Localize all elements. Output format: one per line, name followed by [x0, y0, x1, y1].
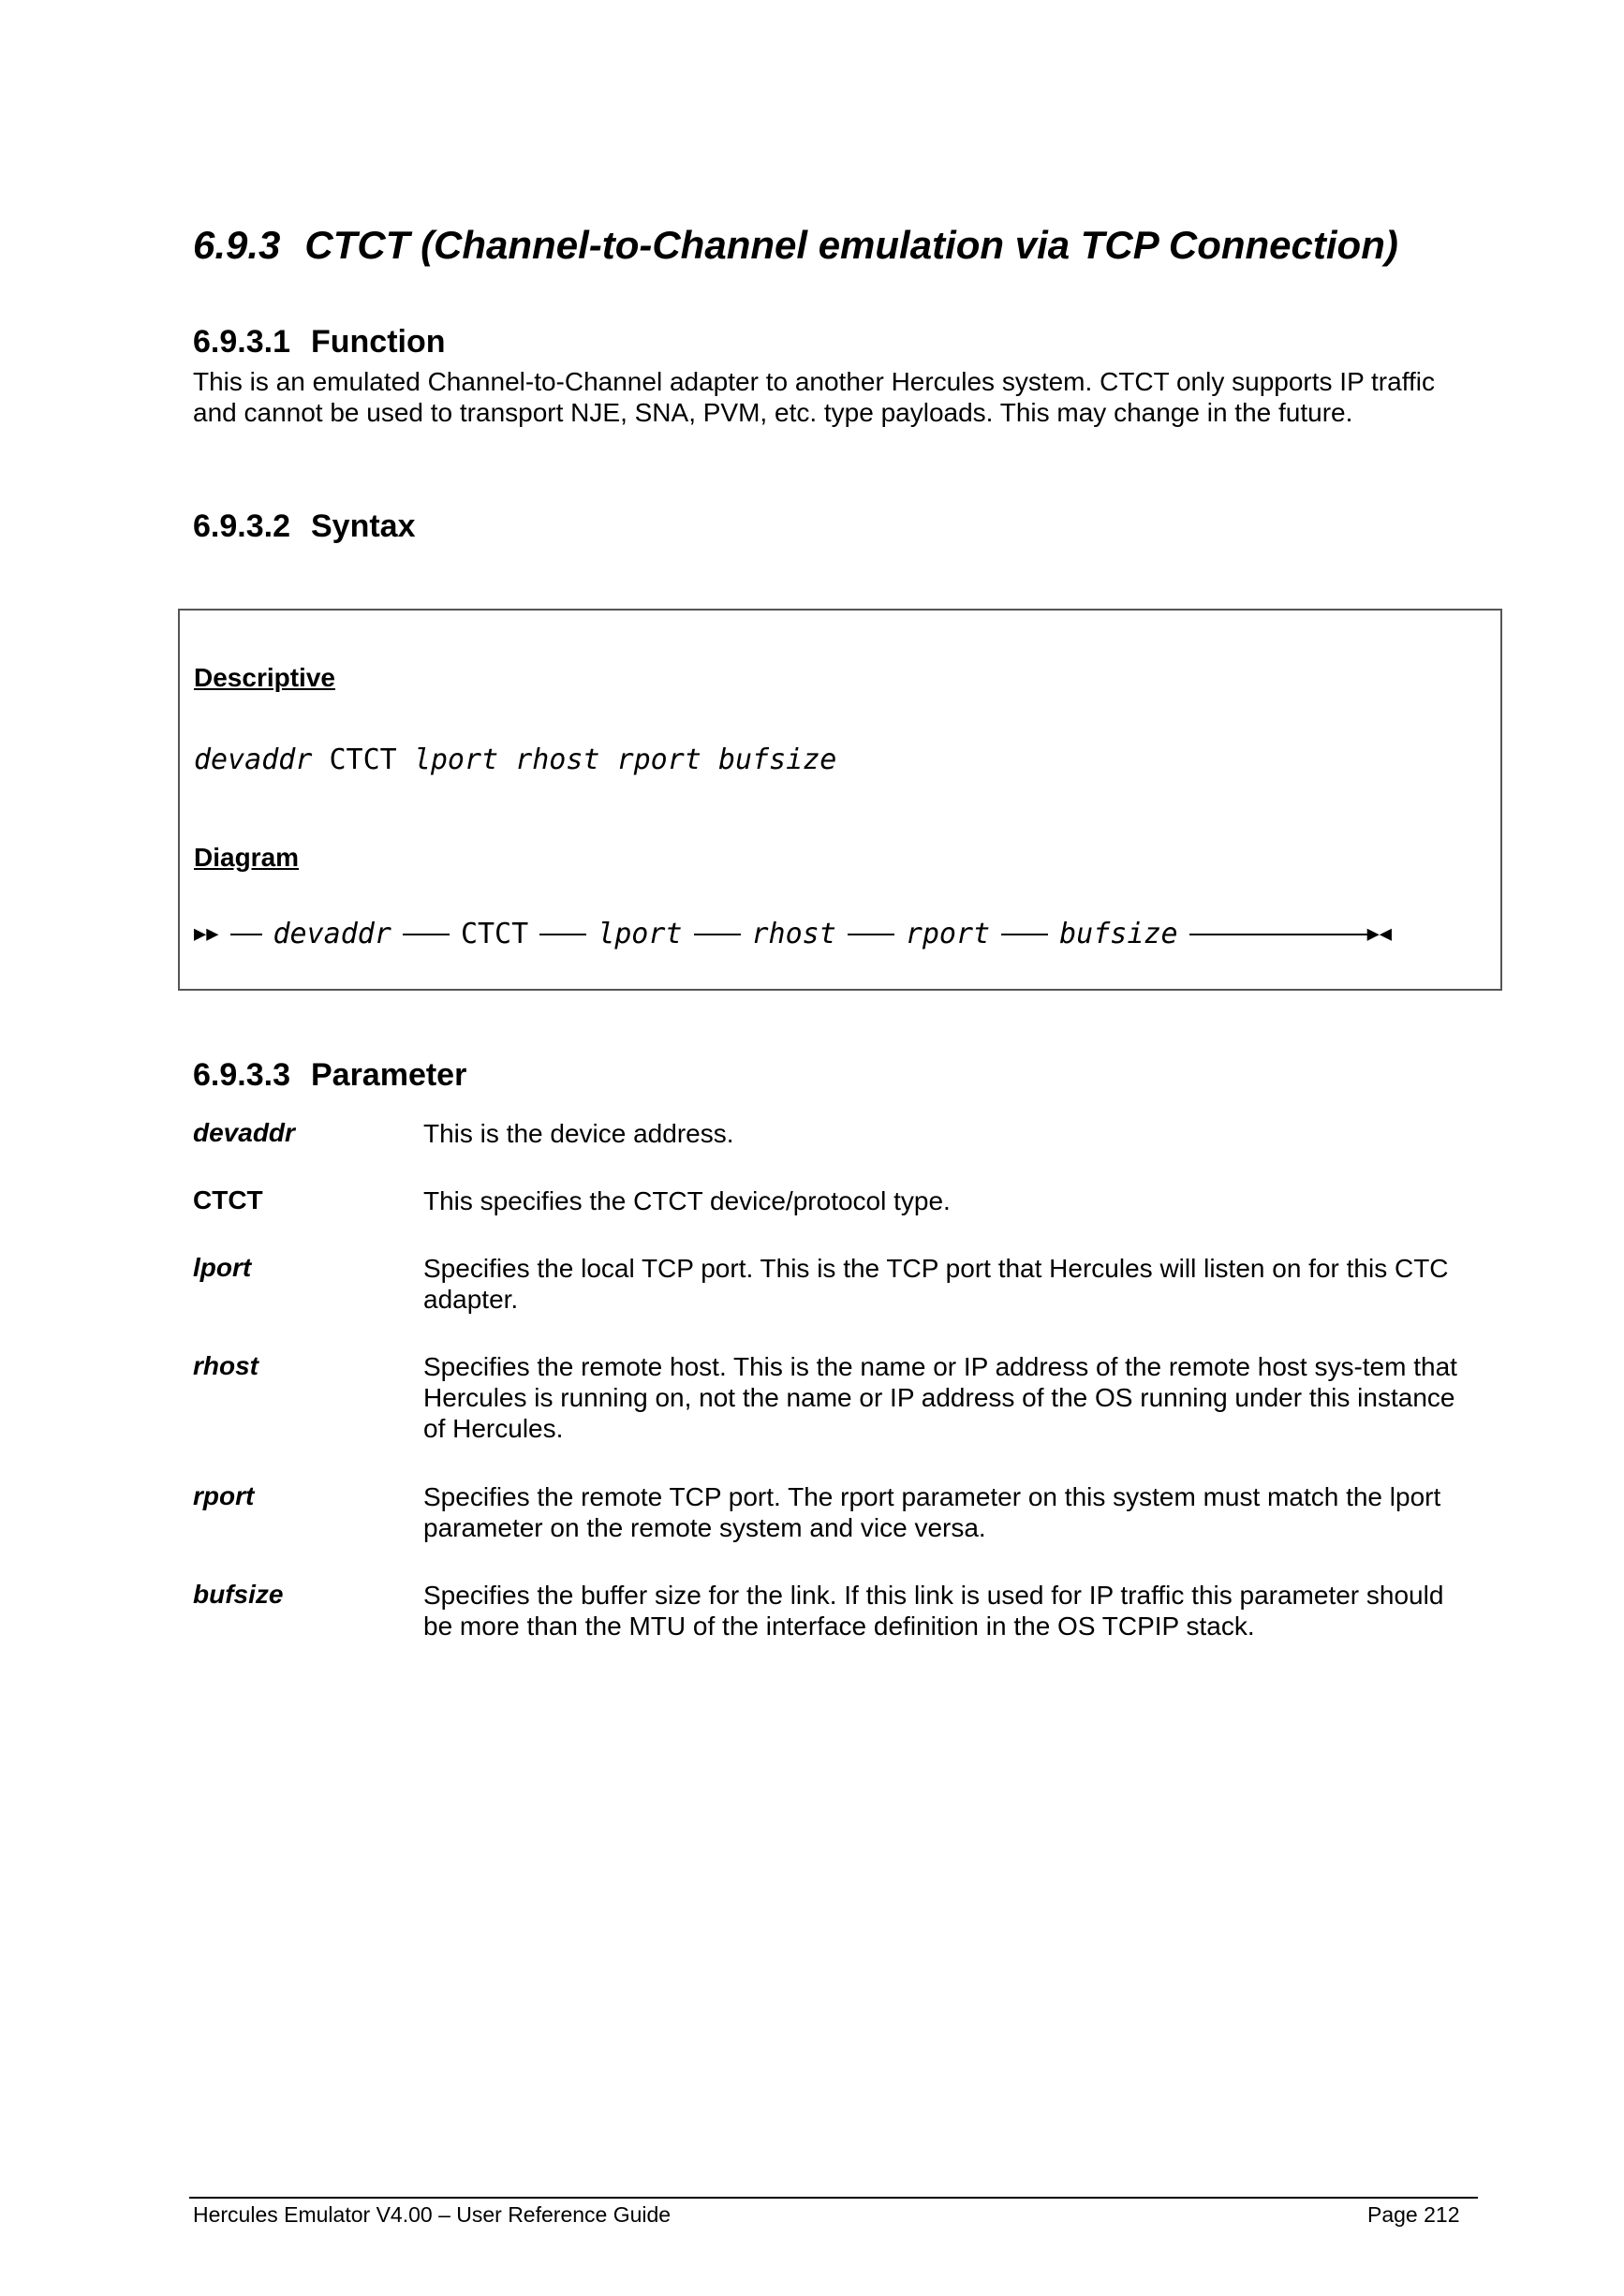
- diagram-lport: lport: [598, 918, 683, 950]
- diagram-end-icon: ▶◀: [1366, 921, 1393, 946]
- diagram-line: [230, 934, 262, 935]
- syntax-lport: lport: [413, 743, 499, 776]
- param-desc-rhost: Specifies the remote host. This is the name or IP address of the remote host sys-tem that Hercules is running on, not the name or IP address of the OS running under this instance of Hercules.: [423, 1352, 1457, 1443]
- param-desc-rport: Specifies the remote TCP port. The rport parameter on this system must match the lport parameter on the remote system and vice versa.: [423, 1482, 1441, 1542]
- param-desc-lport: Specifies the local TCP port. This is the TCP port that Hercules will listen on for this CTC adapter.: [423, 1254, 1449, 1314]
- syntax-box: [178, 609, 1502, 991]
- syntax-number: 6.9.3.2: [193, 508, 290, 544]
- param-term-lport: lport: [193, 1253, 252, 1282]
- diagram-rport: rport: [905, 918, 991, 950]
- function-heading: [193, 324, 446, 361]
- section-number: 6.9.3: [193, 223, 281, 267]
- diagram-label: Diagram: [194, 843, 300, 872]
- diagram-line: [694, 934, 741, 935]
- function-number: 6.9.3.1: [193, 324, 290, 360]
- diagram-ctct: CTCT: [460, 918, 529, 950]
- section-heading: [193, 223, 1398, 268]
- param-term-ctct: CTCT: [193, 1185, 263, 1214]
- function-text: This is an emulated Channel-to-Channel adapter to another Hercules system. CTCT only supports IP traffic and cannot be used to transport NJE, SNA, PVM, etc. type payloads. This may change in the future.: [193, 367, 1435, 427]
- syntax-rport: rport: [616, 743, 701, 776]
- parameter-number: 6.9.3.3: [193, 1057, 290, 1093]
- footer-rule: [189, 2197, 1478, 2199]
- param-term-rport: rport: [193, 1481, 255, 1510]
- syntax-rhost: rhost: [515, 743, 600, 776]
- syntax-bufsize: bufsize: [717, 743, 837, 776]
- diagram-line: [848, 934, 894, 935]
- syntax-ctct: CTCT: [329, 743, 397, 776]
- syntax-devaddr: devaddr: [194, 743, 313, 776]
- param-desc-ctct: This specifies the CTCT device/protocol type.: [423, 1186, 951, 1215]
- footer-title: Hercules Emulator V4.00 – User Reference Guide: [193, 2202, 672, 2227]
- diagram-line: [539, 934, 586, 935]
- parameter-title: Parameter: [310, 1057, 467, 1093]
- parameter-heading: [193, 1057, 466, 1094]
- diagram-line: [403, 934, 450, 935]
- param-desc-devaddr: This is the device address.: [423, 1119, 734, 1148]
- diagram-line: [1189, 934, 1367, 935]
- diagram-bufsize: bufsize: [1059, 918, 1178, 950]
- descriptive-label: Descriptive: [194, 663, 335, 692]
- diagram-start-icon: ▶▶: [194, 921, 219, 946]
- syntax-heading: [193, 508, 415, 545]
- param-term-rhost: rhost: [193, 1351, 258, 1380]
- diagram-rhost: rhost: [751, 918, 836, 950]
- diagram-line: [1001, 934, 1048, 935]
- page-number: Page 212: [1367, 2202, 1460, 2227]
- param-term-bufsize: bufsize: [193, 1580, 284, 1609]
- diagram-devaddr: devaddr: [273, 918, 391, 950]
- syntax-diagram: [194, 918, 1392, 950]
- descriptive-syntax: [194, 743, 836, 776]
- param-desc-bufsize: Specifies the buffer size for the link. If this link is used for IP traffic this parameter should be more than the MTU of the interface definition in the OS TCPIP stack.: [423, 1581, 1444, 1641]
- syntax-title: Syntax: [310, 508, 416, 544]
- section-title: CTCT (Channel-to-Channel emulation via TCP Connection): [304, 223, 1398, 267]
- function-title: Function: [310, 324, 446, 360]
- param-term-devaddr: devaddr: [193, 1118, 295, 1147]
